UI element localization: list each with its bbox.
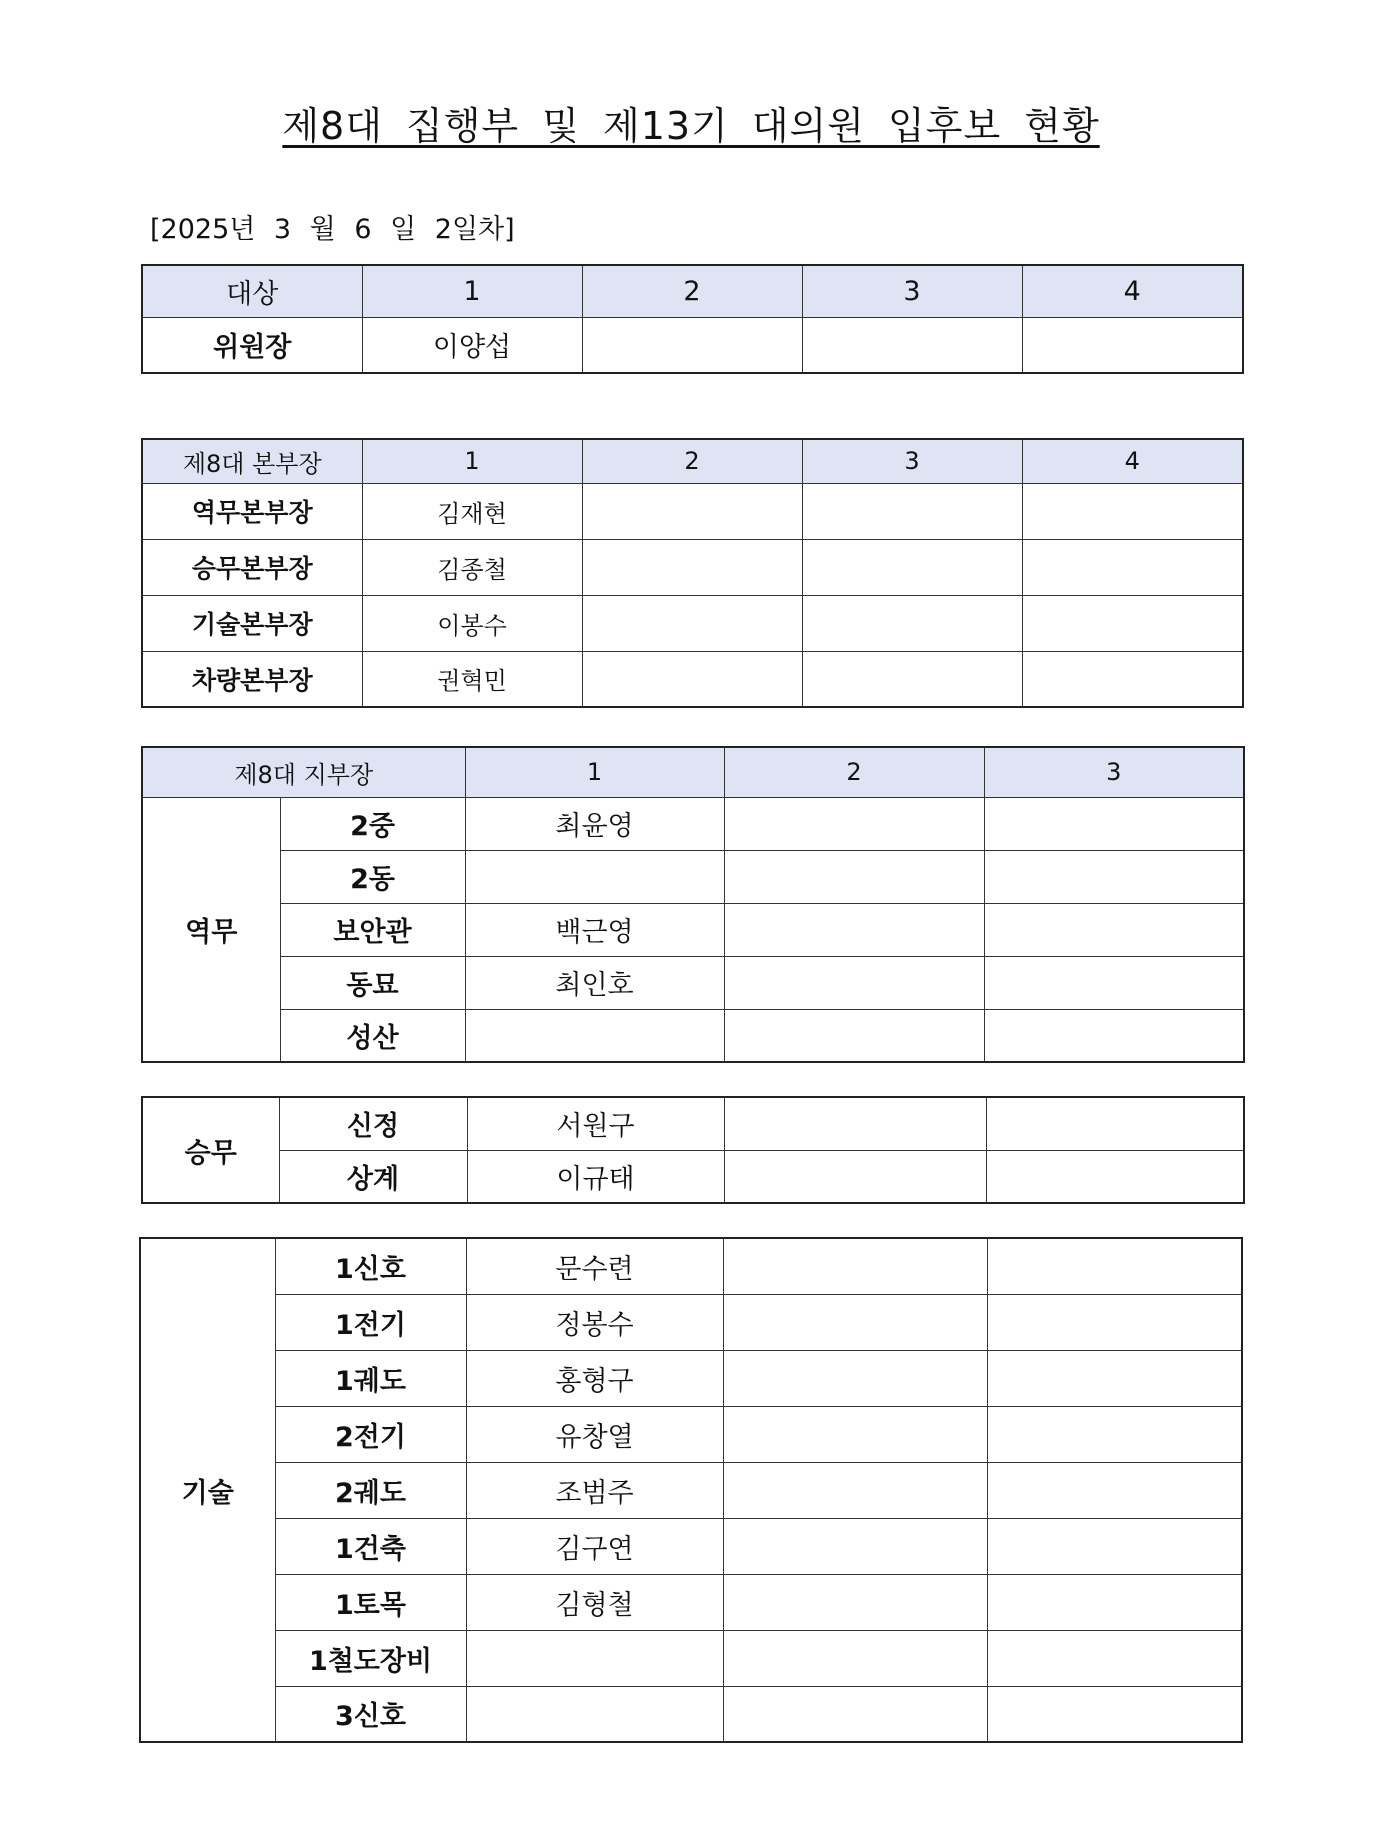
header-cell: 2 [582,265,802,317]
table-row [140,1462,1242,1518]
table-header-row [142,439,1243,483]
candidate-cell: 권혁민 [362,651,582,707]
candidate-cell [465,850,724,903]
candidate-cell [724,1009,984,1062]
branch-cell: 2동 [280,850,465,903]
table-row [142,651,1243,707]
role-cell: 역무본부장 [142,483,362,539]
candidate-cell: 최윤영 [465,797,724,850]
candidate-cell: 백근영 [465,903,724,956]
candidate-cell [723,1518,987,1574]
candidate-cell [984,850,1244,903]
candidate-cell [723,1294,987,1350]
candidate-cell: 홍형구 [466,1350,723,1406]
candidate-cell: 정봉수 [466,1294,723,1350]
group-cell: 기술 [140,1238,275,1742]
table-row [142,539,1243,595]
branch-cell: 1토목 [275,1574,466,1630]
candidate-cell [802,539,1022,595]
tech-branch-table [139,1237,1243,1743]
role-cell: 기술본부장 [142,595,362,651]
candidate-cell [984,1009,1244,1062]
candidate-cell [582,595,802,651]
branch-cell: 2전기 [275,1406,466,1462]
candidate-cell [723,1350,987,1406]
chairman-table [141,264,1244,374]
candidate-cell [582,317,802,373]
table-row [142,483,1243,539]
candidate-cell [987,1686,1242,1742]
table-row [140,1350,1242,1406]
date-line: [2025년 3 월 6 일 2일차] [150,214,515,245]
candidate-cell: 김재현 [362,483,582,539]
table-row [142,595,1243,651]
candidate-cell [724,903,984,956]
candidate-cell [987,1574,1242,1630]
candidate-cell [582,539,802,595]
document-title: 제8대 집행부 및 제13기 대의원 입후보 현황 [282,104,1100,148]
candidate-cell: 서원구 [467,1097,724,1150]
candidate-cell [724,850,984,903]
branch-cell: 1전기 [275,1294,466,1350]
candidate-cell [723,1238,987,1294]
header-cell: 1 [465,747,724,797]
candidate-cell: 이양섭 [362,317,582,373]
candidate-cell [987,1406,1242,1462]
branch-cell: 신정 [279,1097,467,1150]
table-row [142,850,1244,903]
candidate-cell [466,1630,723,1686]
candidate-cell [984,903,1244,956]
candidate-cell [1022,651,1243,707]
header-cell: 4 [1022,439,1243,483]
branch-cell: 1철도장비 [275,1630,466,1686]
header-cell: 4 [1022,265,1243,317]
branch-cell: 1신호 [275,1238,466,1294]
role-cell: 위원장 [142,317,362,373]
candidate-cell [984,797,1244,850]
candidate-cell: 김구연 [466,1518,723,1574]
role-cell: 승무본부장 [142,539,362,595]
candidate-cell [987,1350,1242,1406]
candidate-cell [724,956,984,1009]
header-cell: 3 [802,265,1022,317]
candidate-cell [802,483,1022,539]
candidate-cell [984,956,1244,1009]
candidate-cell [802,651,1022,707]
candidate-cell [723,1686,987,1742]
header-cell: 제8대 본부장 [142,439,362,483]
header-cell: 3 [984,747,1244,797]
role-cell: 차량본부장 [142,651,362,707]
group-cell: 승무 [142,1097,279,1203]
table-header-row [142,265,1243,317]
candidate-cell [724,797,984,850]
candidate-cell [987,1294,1242,1350]
branch-cell: 성산 [280,1009,465,1062]
group-cell: 역무 [142,797,280,1062]
table-row [142,1150,1244,1203]
candidate-cell: 조범주 [466,1462,723,1518]
table-row [140,1574,1242,1630]
candidate-cell [1022,483,1243,539]
header-cell: 제8대 지부장 [142,747,465,797]
candidate-cell [1022,317,1243,373]
candidate-cell [723,1630,987,1686]
candidate-cell [582,483,802,539]
candidate-cell [724,1150,986,1203]
candidate-cell: 이규태 [467,1150,724,1203]
candidate-cell [582,651,802,707]
candidate-cell [802,317,1022,373]
branch-cell: 1궤도 [275,1350,466,1406]
table-row [142,317,1243,373]
table-row [142,1009,1244,1062]
crew-branch-table [141,1096,1245,1204]
header-cell: 3 [802,439,1022,483]
candidate-cell [724,1097,986,1150]
candidate-cell: 김형철 [466,1574,723,1630]
candidate-cell [723,1462,987,1518]
candidate-cell [1022,595,1243,651]
header-cell: 2 [724,747,984,797]
header-cell: 대상 [142,265,362,317]
candidate-cell: 유창열 [466,1406,723,1462]
branch-cell: 3신호 [275,1686,466,1742]
candidate-cell: 문수련 [466,1238,723,1294]
table-header-row [142,747,1244,797]
candidate-cell [465,1009,724,1062]
candidate-cell [723,1574,987,1630]
headquarters-table [141,438,1244,708]
header-cell: 2 [582,439,802,483]
station-branch-table [141,746,1245,1063]
candidate-cell: 이봉수 [362,595,582,651]
candidate-cell [986,1097,1244,1150]
candidate-cell: 김종철 [362,539,582,595]
table-row [142,903,1244,956]
branch-cell: 상계 [279,1150,467,1203]
candidate-cell: 최인호 [465,956,724,1009]
table-row [140,1238,1242,1294]
candidate-cell [802,595,1022,651]
branch-cell: 동묘 [280,956,465,1009]
table-row [142,797,1244,850]
branch-cell: 2중 [280,797,465,850]
branch-cell: 보안관 [280,903,465,956]
branch-cell: 1건축 [275,1518,466,1574]
candidate-cell [986,1150,1244,1203]
branch-cell: 2궤도 [275,1462,466,1518]
table-row [142,1097,1244,1150]
table-row [140,1294,1242,1350]
candidate-cell [723,1406,987,1462]
candidate-cell [1022,539,1243,595]
candidate-cell [987,1238,1242,1294]
candidate-cell [987,1630,1242,1686]
candidate-cell [987,1462,1242,1518]
candidate-cell [987,1518,1242,1574]
candidate-cell [466,1686,723,1742]
header-cell: 1 [362,439,582,483]
table-row [140,1686,1242,1742]
table-row [142,956,1244,1009]
table-row [140,1518,1242,1574]
table-row [140,1406,1242,1462]
table-row [140,1630,1242,1686]
header-cell: 1 [362,265,582,317]
